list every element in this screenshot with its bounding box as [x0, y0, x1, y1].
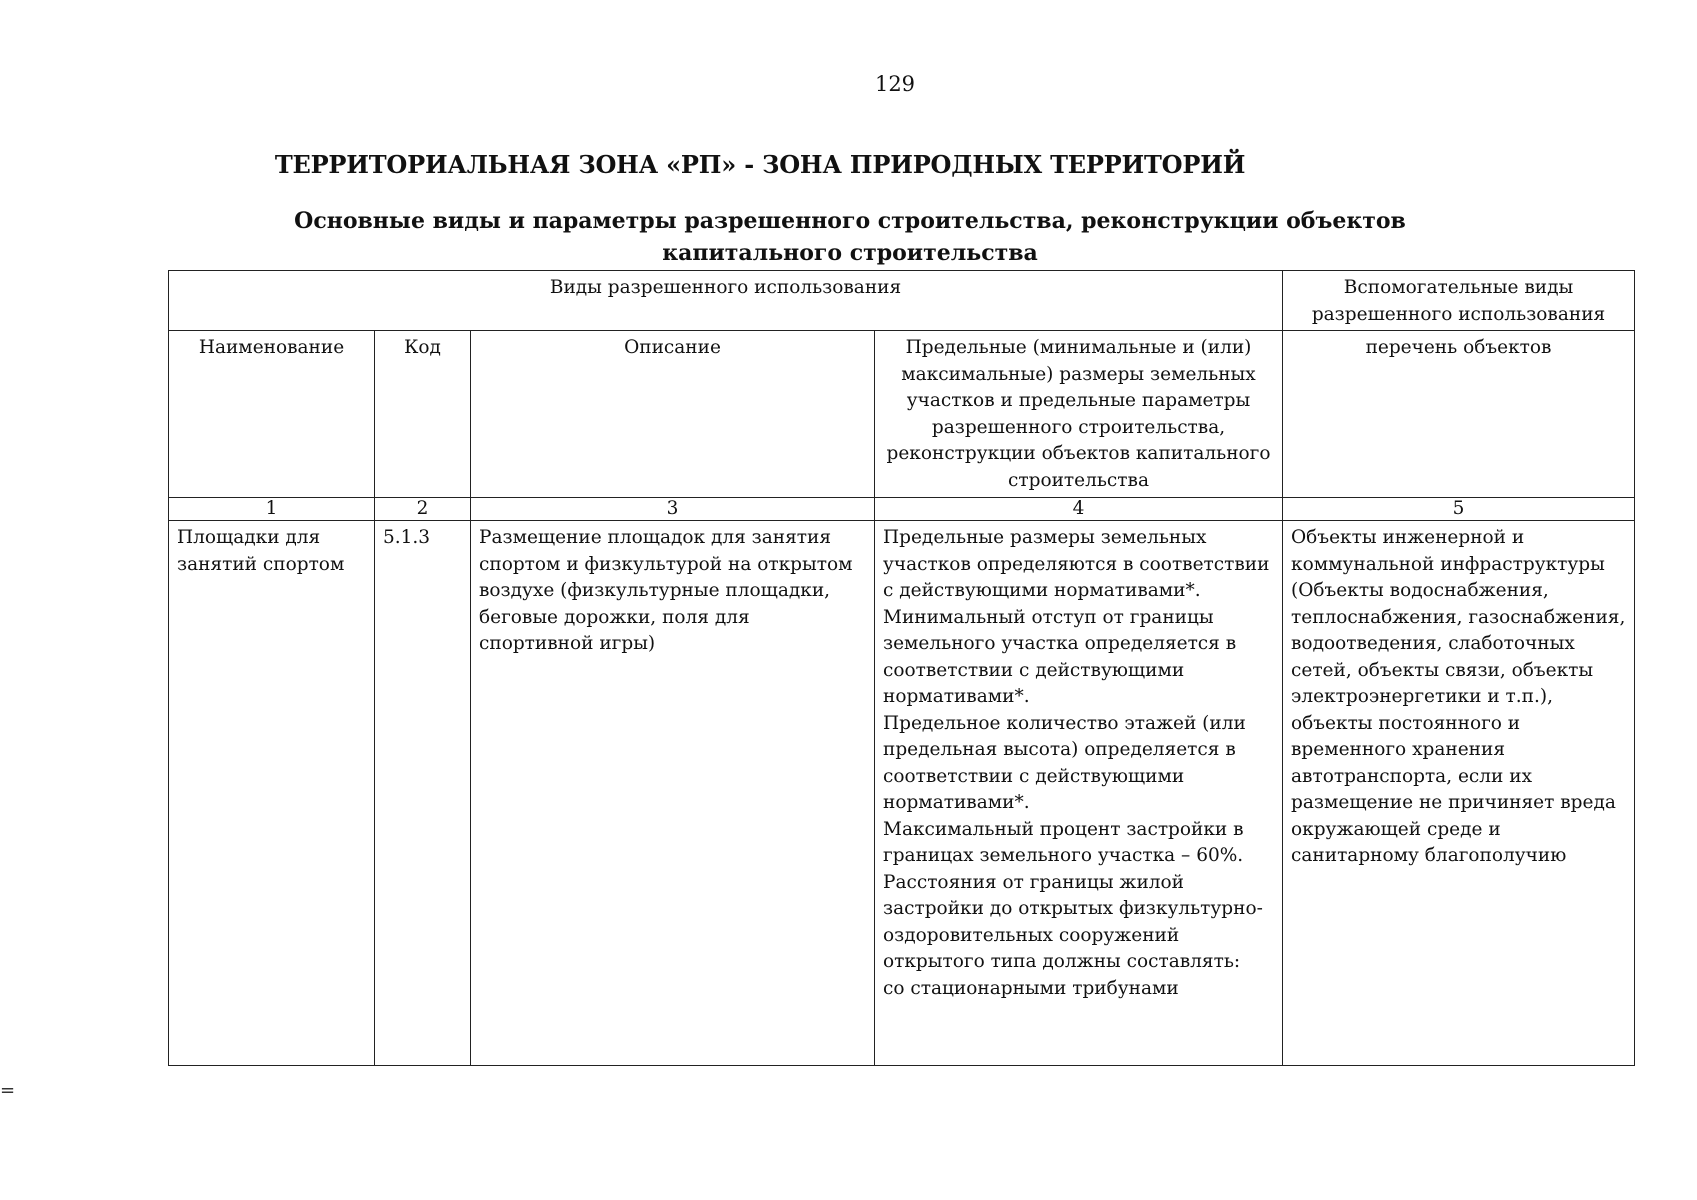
column-number: 3: [471, 498, 875, 521]
edge-mark: =: [0, 1080, 16, 1101]
zone-title: ТЕРРИТОРИАЛЬНАЯ ЗОНА «РП» - ЗОНА ПРИРОДНЫХ ТЕРРИТОРИЙ: [274, 150, 1246, 179]
column-header-limits: Предельные (минимальные и (или) максимальные) размеры земельных участков и предельные параметры разрешенного строительства, реконструкции объектов капитального строительства: [875, 331, 1283, 498]
column-header-code: Код: [375, 331, 471, 498]
table-row: [169, 521, 1635, 1066]
limits-paragraph: со стационарными трибунами: [883, 977, 1179, 999]
group-header-aux: Вспомогательные виды разрешенного использования: [1283, 271, 1635, 331]
column-number: 2: [375, 498, 471, 521]
column-header-objects: перечень объектов: [1283, 331, 1635, 498]
column-header-name: Наименование: [169, 331, 375, 498]
limits-paragraph: Предельное количество этажей (или предельная высота) определяется в соответствии с действующими нормативами*.: [883, 712, 1246, 813]
column-number: 5: [1283, 498, 1635, 521]
column-number: 1: [169, 498, 375, 521]
table-group-header-row: [169, 271, 1635, 331]
column-header-description: Описание: [471, 331, 875, 498]
table-column-header-row: [169, 331, 1635, 498]
section-title: Основные виды и параметры разрешенного строительства, реконструкции объектов капитального строительства: [294, 208, 1406, 266]
column-number: 4: [875, 498, 1283, 521]
group-header-main: Виды разрешенного использования: [169, 271, 1283, 331]
cell-description: Размещение площадок для занятия спортом и физкультурой на открытом воздухе (физкультурные площадки, беговые дорожки, поля для спортивной игры): [471, 521, 875, 1066]
limits-paragraph: Предельные размеры земельных участков определяются в соответствии с действующими нормативами*.: [883, 527, 1270, 601]
limits-paragraph: Максимальный процент застройки в границах земельного участка – 60%.: [883, 818, 1244, 866]
cell-objects: Объекты инженерной и коммунальной инфраструктуры (Объекты водоснабжения, теплоснабжения, газоснабжения, водоотведения, слаботочных сетей, объекты связи, объекты электроэнергетики и т.п.), объекты постоянного и временного хранения автотранспорта, если их размещение не причиняет вреда окружающей среде и санитарному благополучию: [1283, 521, 1635, 1066]
cell-name: Площадки для занятий спортом: [169, 521, 375, 1066]
limits-paragraph: Минимальный отступ от границы земельного участка определяется в соответствии с действующими нормативами*.: [883, 606, 1237, 707]
limits-paragraph: Расстояния от границы жилой застройки до открытых физкультурно-оздоровительных сооружений открытого типа должны составлять:: [883, 871, 1263, 972]
cell-code: 5.1.3: [375, 521, 471, 1066]
page-number: 129: [874, 72, 916, 96]
column-number-row: [169, 498, 1635, 521]
permitted-use-table: [168, 270, 1635, 1066]
cell-limits: [875, 521, 1283, 1066]
